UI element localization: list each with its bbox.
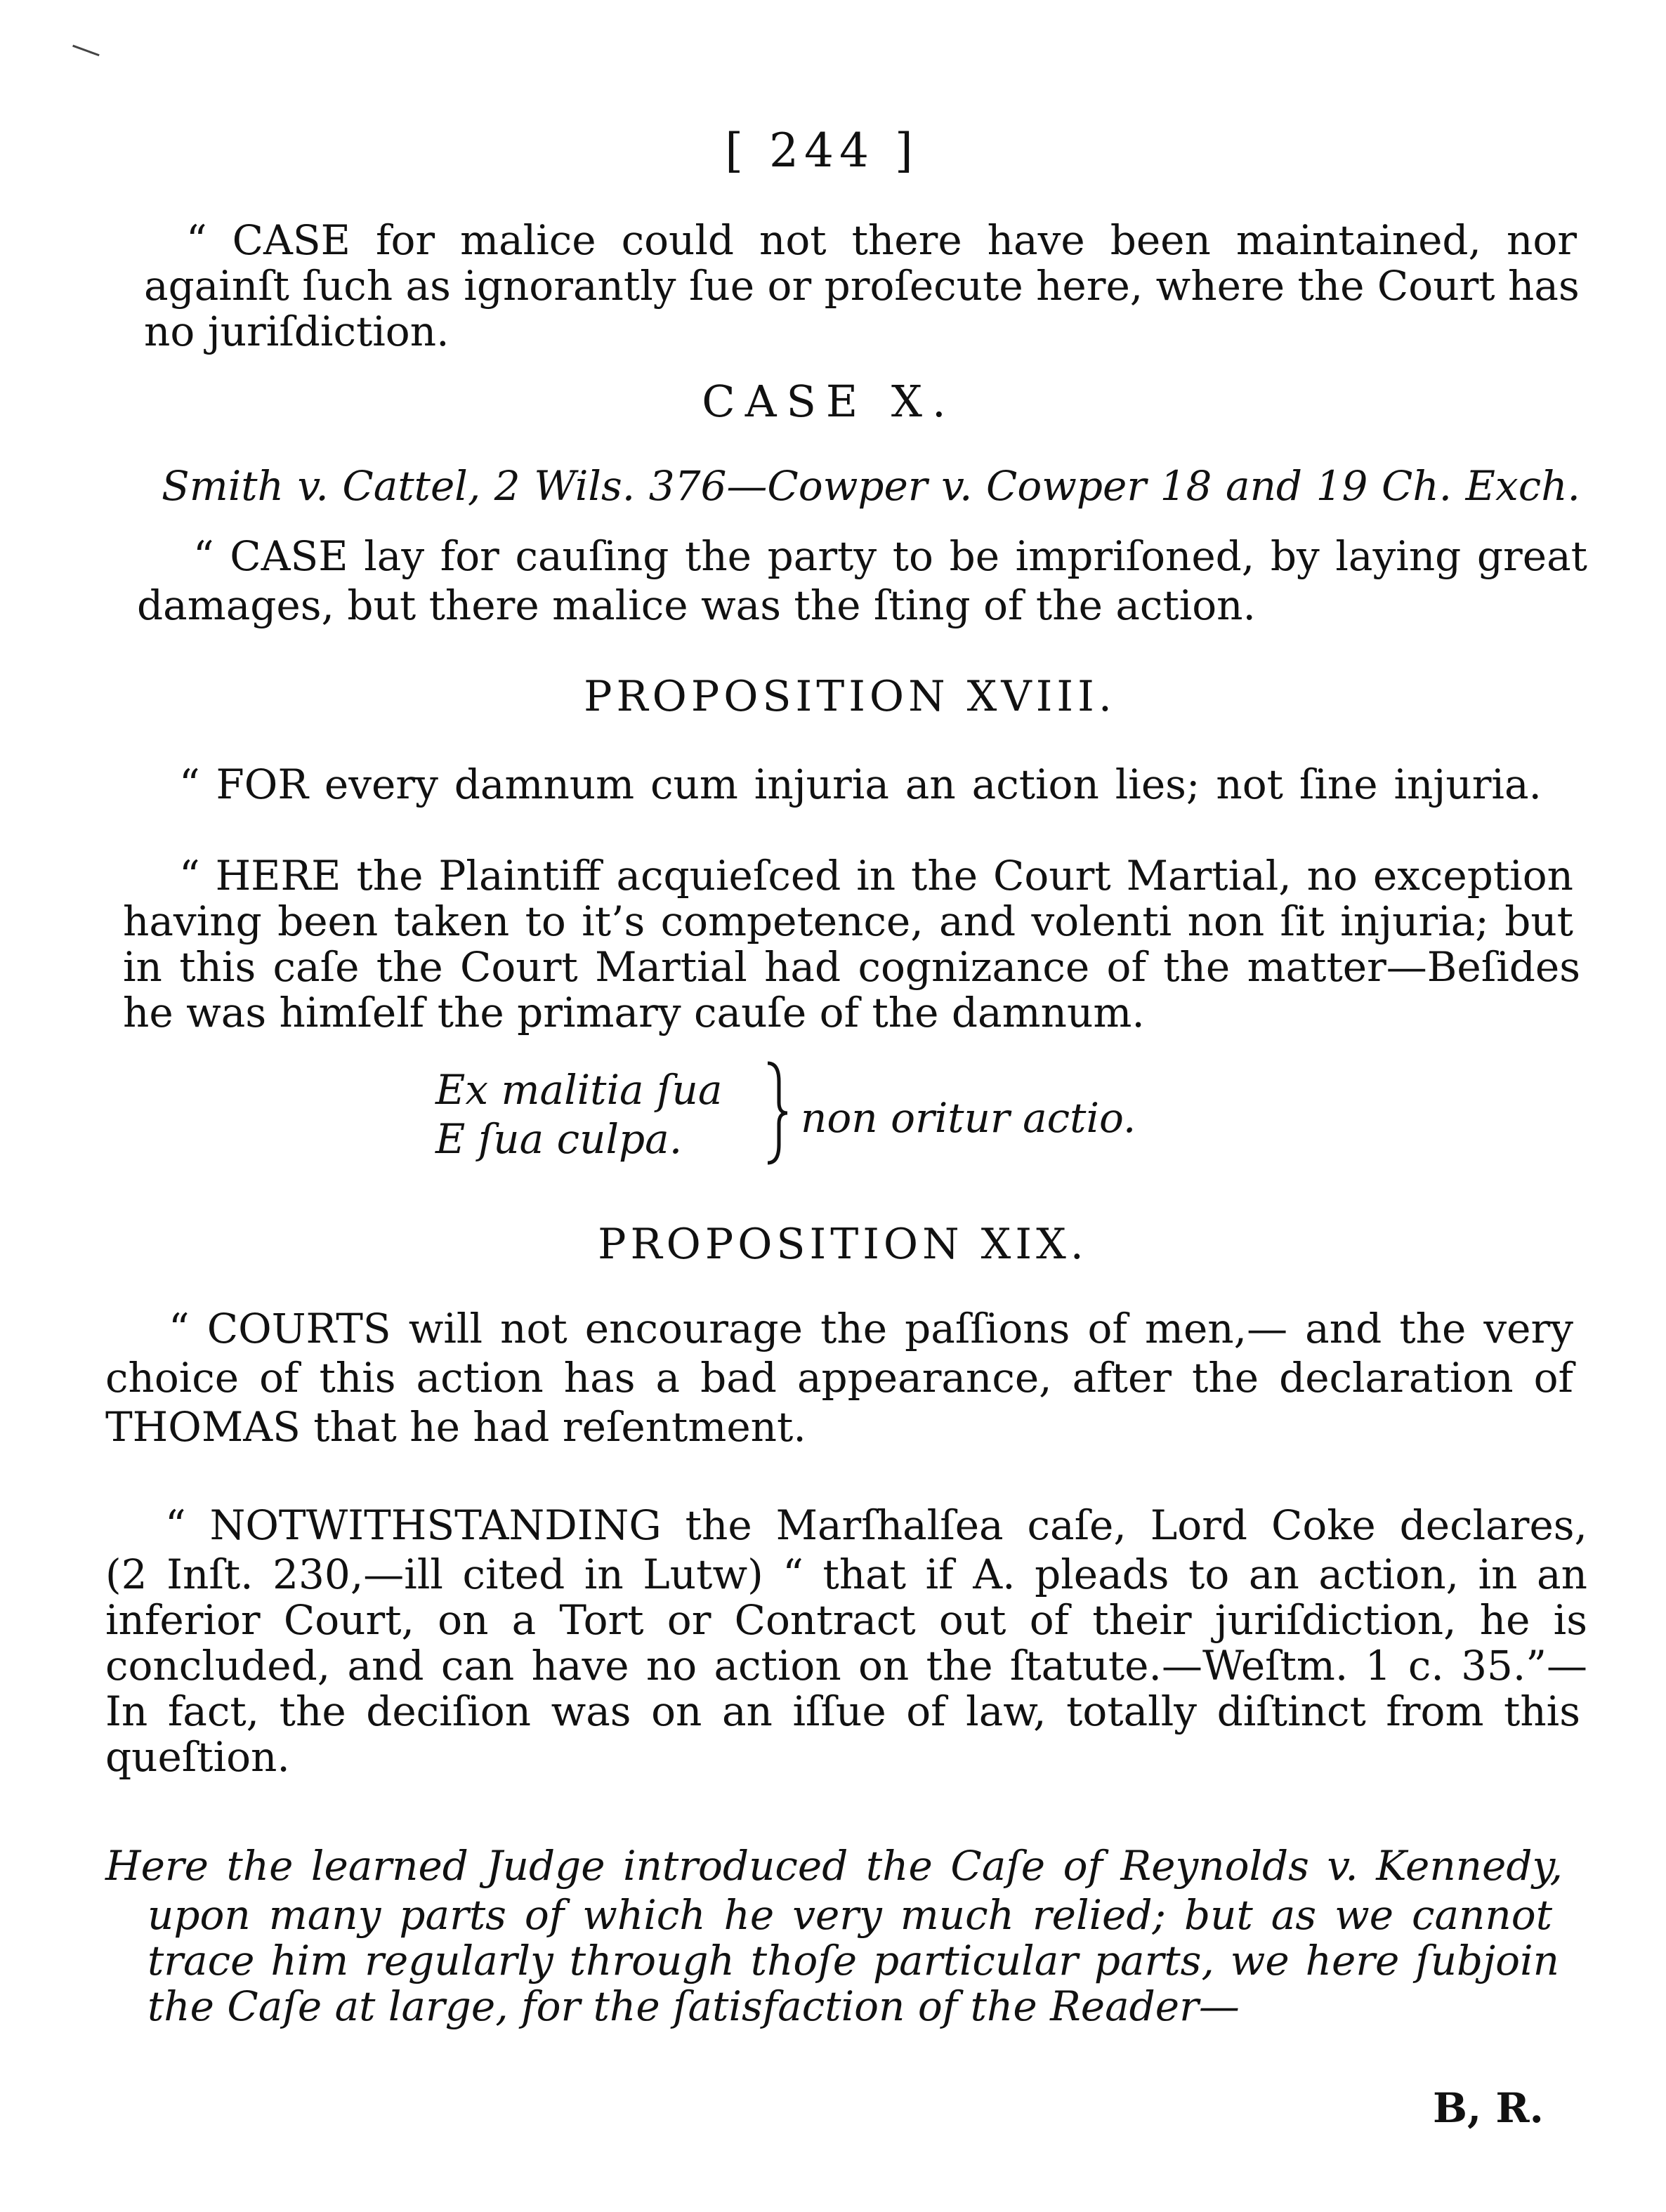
- case-malice-line-2: againſt ſuch as ignorantly ſue or proſecute here, where the Court has: [144, 262, 1580, 310]
- case-x-line-1: “ CASE lay for cauſing the party to be impriſoned, by laying great: [193, 532, 1587, 580]
- prop-xix-para1-line-1: “ COURTS will not encourage the paſſions of men,— and the very: [169, 1305, 1573, 1352]
- closing-line-1: Here the learned Judge introduced the Caſe of Reynolds v. Kennedy,: [105, 1842, 1563, 1890]
- prop-xix-para2-line-1: “ NOTWITHSTANDING the Marſhalſea caſe, Lord Coke declares,: [165, 1501, 1587, 1549]
- prop-xviii-para1: “ FOR every damnum cum injuria an action lies; not ſine injuria.: [179, 761, 1542, 808]
- page-number: [ 244 ]: [725, 124, 919, 178]
- maxim-line-1: Ex malitia ſua: [435, 1066, 723, 1114]
- prop-xix-para1-line-2: choice of this action has a bad appearance, after the declaration of: [105, 1354, 1573, 1402]
- case-x-line-2: damages, but there malice was the ſting of the action.: [137, 581, 1256, 629]
- case-x-citation: Smith v. Cattel, 2 Wils. 376—Cowper v. Cowper 18 and 19 Ch. Exch.: [162, 462, 1580, 510]
- prop-xix-para1-line-3: THOMAS that he had reſentment.: [105, 1403, 806, 1451]
- closing-line-2: upon many parts of which he very much relied; but as we cannot: [147, 1891, 1552, 1939]
- proposition-xviii-heading: PROPOSITION XVIII.: [584, 672, 1116, 721]
- proposition-xix-heading: PROPOSITION XIX.: [598, 1220, 1088, 1269]
- prop-xix-para2-line-4: concluded, and can have no action on the ſtatute.—Weſtm. 1 c. 35.”—: [105, 1642, 1587, 1690]
- prop-xviii-para2-line-1: “ HERE the Plaintiff acquieſced in the Court Martial, no exception: [179, 852, 1573, 900]
- maxim-line-2: E ſua culpa.: [435, 1115, 683, 1163]
- closing-line-4: the Caſe at large, for the ſatisfaction of the Reader—: [147, 1982, 1240, 2030]
- prop-xix-para2-line-2: (2 Inſt. 230,—ill cited in Lutw) “ that if A. pleads to an action, in an: [105, 1551, 1587, 1598]
- prop-xviii-para2-line-3: in this caſe the Court Martial had cognizance of the matter—Beſides: [123, 943, 1580, 991]
- prop-xviii-para2-line-2: having been taken to it’s competence, and volenti non ſit injuria; but: [123, 897, 1573, 945]
- case-x-heading: CASE X.: [702, 376, 956, 427]
- prop-xviii-para2-line-4: he was himſelf the primary cauſe of the damnum.: [123, 989, 1145, 1036]
- corner-speck: [69, 45, 99, 66]
- prop-xix-para2-line-6: queſtion.: [105, 1733, 290, 1781]
- closing-line-3: trace him regularly through thoſe particular parts, we here ſubjoin: [147, 1937, 1559, 1984]
- prop-xix-para2-line-5: In fact, the deciſion was on an iſſue of law, totally diſtinct from this: [105, 1687, 1580, 1735]
- maxim-right: non oritur actio.: [801, 1094, 1136, 1142]
- signature: B, R.: [1433, 2084, 1544, 2132]
- case-malice-line-1: “ CASE for malice could not there have been maintained, nor: [186, 216, 1577, 264]
- case-malice-line-3: no juriſdiction.: [144, 308, 450, 355]
- brace-icon: [762, 1060, 790, 1166]
- prop-xix-para2-line-3: inferior Court, on a Tort or Contract out of their juriſdiction, he is: [105, 1596, 1587, 1644]
